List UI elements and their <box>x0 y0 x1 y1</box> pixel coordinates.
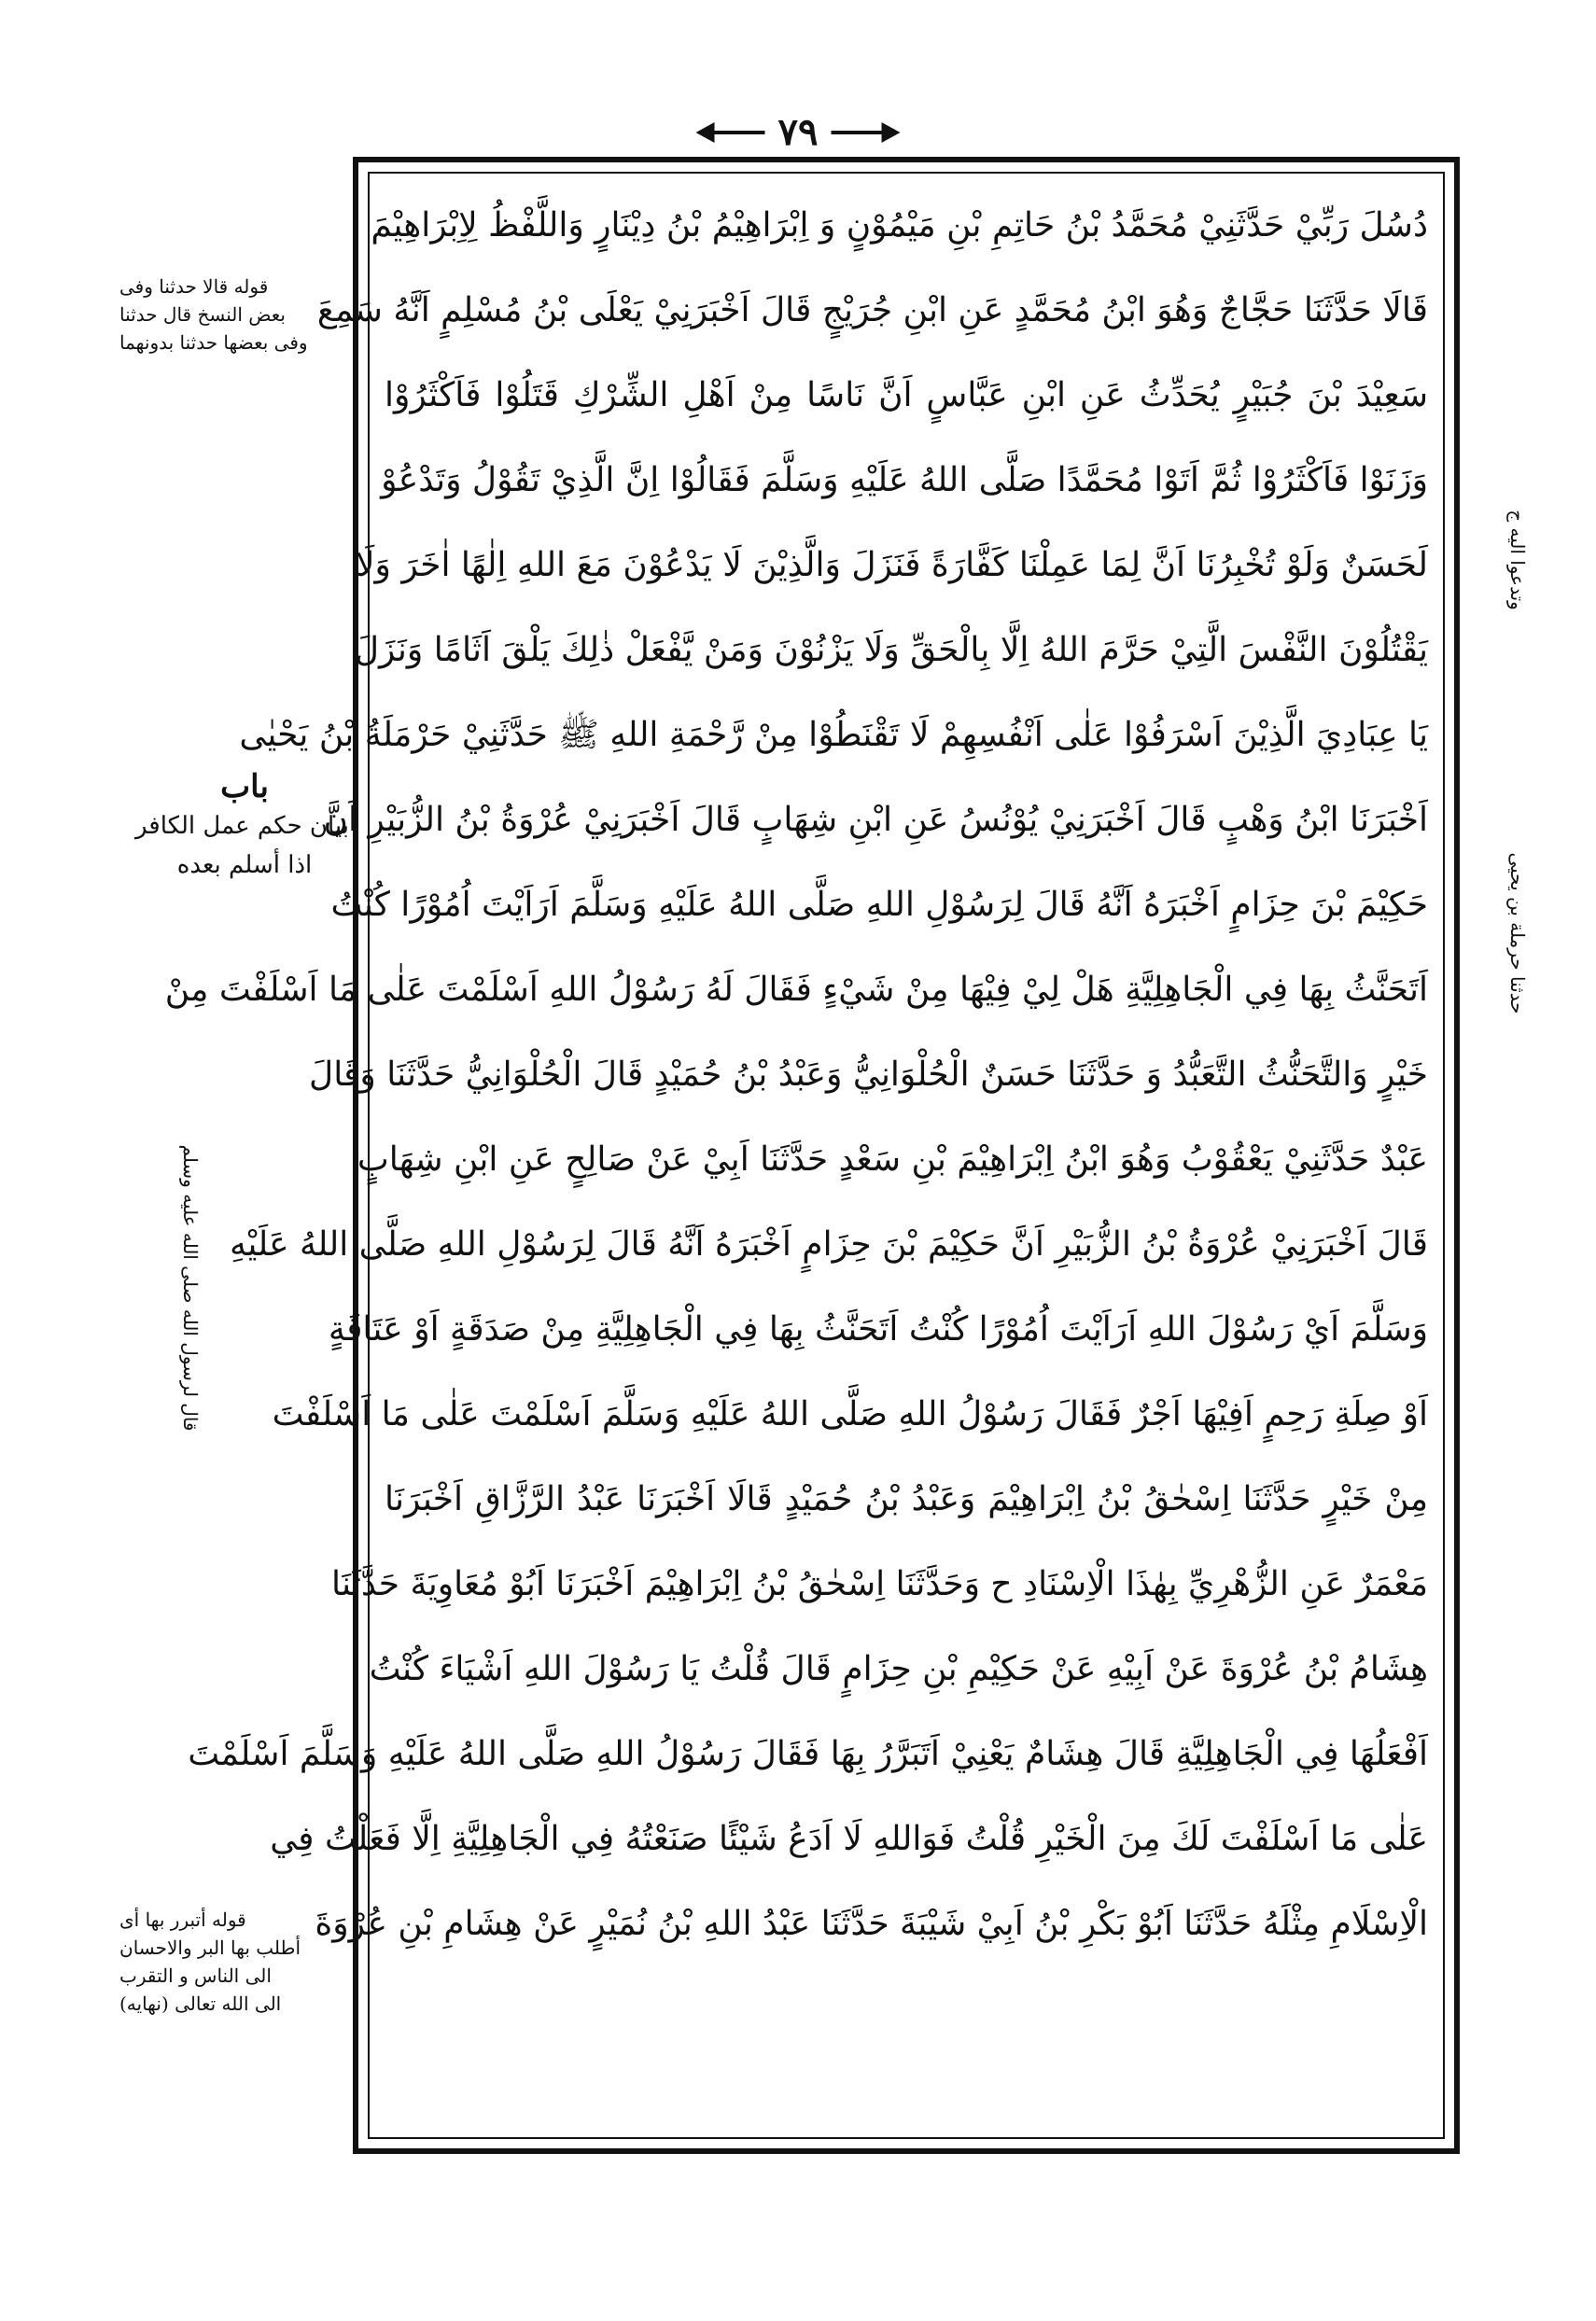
text-line: عَلٰى مَا اَسْلَفْتَ لَكَ مِنَ الْخَيْرِ قُلْتُ فَوَاللهِ لَا اَدَعُ شَيْئًا صَنَعْتُهُ فِي الْجَاهِلِيَّةِ اِلَّا فَعَلْتُ فِي <box>270 1820 1428 1858</box>
margin-note-isnad-variant <box>119 273 343 357</box>
margin-note-line: أطلب بها البر والاحسان <box>119 1936 301 1959</box>
text-line: يَقْتُلُوْنَ النَّفْسَ الَّتِيْ حَرَّمَ اللهُ اِلَّا بِالْحَقِّ وَلَا يَزْنُوْنَ وَمَنْ يَّفْعَلْ ذٰلِكَ يَلْقَ اَثَامًا وَنَزَلَ <box>354 631 1428 669</box>
chapter-heading-block <box>134 767 349 885</box>
text-line: قَالَا حَدَّثَنَا حَجَّاجٌ وَهُوَ ابْنُ مُحَمَّدٍ عَنِ ابْنِ جُرَيْجٍ قَالَ اَخْبَرَنِيْ يَعْلَى بْنُ مُسْلِمٍ اَنَّهُ سَمِعَ <box>316 291 1428 329</box>
margin-note-line: وفى بعضها حدثنا بدونهما <box>119 331 308 354</box>
margin-note-line: الى الناس و التقرب <box>119 1964 272 1987</box>
ornament-left <box>700 126 765 139</box>
margin-note-line: بعض النسخ قال حدثنا <box>119 303 286 326</box>
margin-note-line: قوله قالا حدثنا وفى <box>119 275 269 298</box>
text-line: سَعِيْدَ بْنَ جُبَيْرٍ يُحَدِّثُ عَنِ ابْنِ عَبَّاسٍ اَنَّ نَاسًا مِنْ اَهْلِ الشِّرْكِ قَتَلُوْا فَاَكْثَرُوْا <box>385 376 1428 414</box>
text-line: خَيْرٍ وَالتَّحَنُّثُ التَّعَبُّدُ وَ حَدَّثَنَا حَسَنٌ الْحُلْوَانِيُّ وَعَبْدُ بْنُ حُمَيْدٍ قَالَ الْحُلْوَانِيُّ حَدَّثَنَا وَقَالَ <box>309 1056 1428 1094</box>
chapter-title-line: اذا أسلم بعده <box>176 851 313 879</box>
text-line: وَسَلَّمَ اَيْ رَسُوْلَ اللهِ اَرَاَيْتَ اُمُوْرًا كُنْتُ اَتَحَنَّثُ بِهَا فِي الْجَاهِلِيَّةِ مِنْ صَدَقَةٍ اَوْ عَتَاقَةٍ <box>328 1310 1428 1349</box>
text-line: هِشَامُ بْنُ عُرْوَةَ عَنْ اَبِيْهِ عَنْ حَكِيْمِ بْنِ حِزَامٍ قَالَ قُلْتُ يَا رَسُوْلَ اللهِ اَشْيَاءَ كُنْتُ <box>369 1650 1428 1688</box>
text-line: قَالَ اَخْبَرَنِيْ عُرْوَةُ بْنُ الزُّبَيْرِ اَنَّ حَكِيْمَ بْنَ حِزَامٍ اَخْبَرَهُ اَنَّهُ قَالَ لِرَسُوْلِ اللهِ صَلَّى اللهُ عَلَيْهِ <box>230 1225 1428 1264</box>
text-line: الْاِسْلَامِ مِثْلَهُ حَدَّثَنَا اَبُوْ بَكْرِ بْنُ اَبِيْ شَيْبَةَ حَدَّثَنَا عَبْدُ اللهِ بْنُ نُمَيْرٍ عَنْ هِشَامِ بْنِ عُرْوَةَ <box>315 1905 1428 1943</box>
text-line: مِنْ خَيْرٍ حَدَّثَنَا اِسْحٰقُ بْنُ اِبْرَاهِيْمَ وَعَبْدُ بْنُ حُمَيْدٍ قَالَا اَخْبَرَنَا عَبْدُ الرَّزَّاقِ اَخْبَرَنَا <box>385 1480 1428 1518</box>
margin-note-vertical-left: قال لرسول الله صلى الله عليه وسلم <box>179 1144 202 1432</box>
text-line: حَكِيْمَ بْنَ حِزَامٍ اَخْبَرَهُ اَنَّهُ قَالَ لِرَسُوْلِ اللهِ صَلَّى اللهُ عَلَيْهِ وَسَلَّمَ اَرَاَيْتَ اُمُوْرًا كُنْتُ <box>330 886 1428 924</box>
text-line: اَوْ صِلَةِ رَحِمٍ اَفِيْهَا اَجْرٌ فَقَالَ رَسُوْلُ اللهِ صَلَّى اللهُ عَلَيْهِ وَسَلَّمَ اَسْلَمْتَ عَلٰى مَا اَسْلَفْتَ <box>272 1395 1428 1433</box>
margin-note-vertical-right: حدثنا حرملة بن يحيى <box>1506 852 1529 1014</box>
text-line: اَتَحَنَّثُ بِهَا فِي الْجَاهِلِيَّةِ هَلْ لِيْ فِيْهَا مِنْ شَيْءٍ فَقَالَ لَهُ رَسُوْلُ اللهِ اَسْلَمْتَ عَلٰى مَا اَسْلَفْتَ مِنْ <box>164 971 1428 1009</box>
text-line: اَفْعَلُهَا فِي الْجَاهِلِيَّةِ قَالَ هِشَامٌ يَعْنِيْ اَتَبَرَّرُ بِهَا فَقَالَ رَسُوْلُ اللهِ صَلَّى اللهُ عَلَيْهِ وَسَلَّمَ اَسْلَمْتَ <box>188 1735 1428 1773</box>
text-line: وَزَنَوْا فَاَكْثَرُوْا ثُمَّ اَتَوْا مُحَمَّدًا صَلَّى اللهُ عَلَيْهِ وَسَلَّمَ فَقَالُوْا اِنَّ الَّذِيْ تَقُوْلُ وَتَدْعُوْ <box>381 461 1428 499</box>
text-line: دُسُلَ رَبِّيْ حَدَّثَنِيْ مُحَمَّدُ بْنُ حَاتِمِ بْنِ مَيْمُوْنٍ وَ اِبْرَاهِيْمُ بْنُ دِيْنَارٍ وَاللَّفْظُ لِاِبْرَاهِيْمَ <box>371 206 1428 245</box>
text-line: مَعْمَرٌ عَنِ الزُّهْرِيِّ بِهٰذَا الْاِسْنَادِ ح وَحَدَّثَنَا اِسْحٰقُ بْنُ اِبْرَاهِيْمَ اَخْبَرَنَا اَبُوْ مُعَاوِيَةَ حَدَّثَنَا <box>331 1565 1428 1603</box>
ornament-right <box>831 126 896 139</box>
margin-note-tabarrur <box>119 1906 343 2018</box>
margin-note-line: قوله أتبرر بها أى <box>119 1909 246 1931</box>
margin-note-vertical-right: وتدعوا اليه ج <box>1506 510 1529 610</box>
chapter-title-line: بيان حكم عمل الكافر <box>134 812 349 840</box>
text-line: اَخْبَرَنَا ابْنُ وَهْبٍ قَالَ اَخْبَرَنِيْ يُوْنُسُ عَنِ ابْنِ شِهَابٍ قَالَ اَخْبَرَنِيْ عُرْوَةُ بْنُ الزُّبَيْرِ اَنَّ <box>323 801 1428 839</box>
text-line: لَحَسَنٌ وَلَوْ تُخْبِرُنَا اَنَّ لِمَا عَمِلْنَا كَفَّارَةً فَنَزَلَ وَالَّذِيْنَ لَا يَدْعُوْنَ مَعَ اللهِ اِلٰهًا اٰخَرَ وَلَا <box>355 546 1428 584</box>
chapter-heading: باب <box>220 768 269 805</box>
text-line: عَبْدٌ حَدَّثَنِيْ يَعْقُوْبُ وَهُوَ ابْنُ اِبْرَاهِيْمَ بْنِ سَعْدٍ حَدَّثَنَا اَبِيْ عَنْ صَالِحٍ عَنِ ابْنِ شِهَابٍ <box>357 1140 1428 1179</box>
page-number: ٧٩ <box>777 110 819 154</box>
page-number-header <box>700 110 897 154</box>
text-line: يَا عِبَادِيَ الَّذِيْنَ اَسْرَفُوْا عَلٰى اَنْفُسِهِمْ لَا تَقْنَطُوْا مِنْ رَّحْمَةِ اللهِ ﷺ حَدَّثَنِيْ حَرْمَلَةُ بْنُ يَحْيٰى <box>239 716 1428 754</box>
margin-note-line: الى الله تعالى (نهايه) <box>119 1992 282 2015</box>
